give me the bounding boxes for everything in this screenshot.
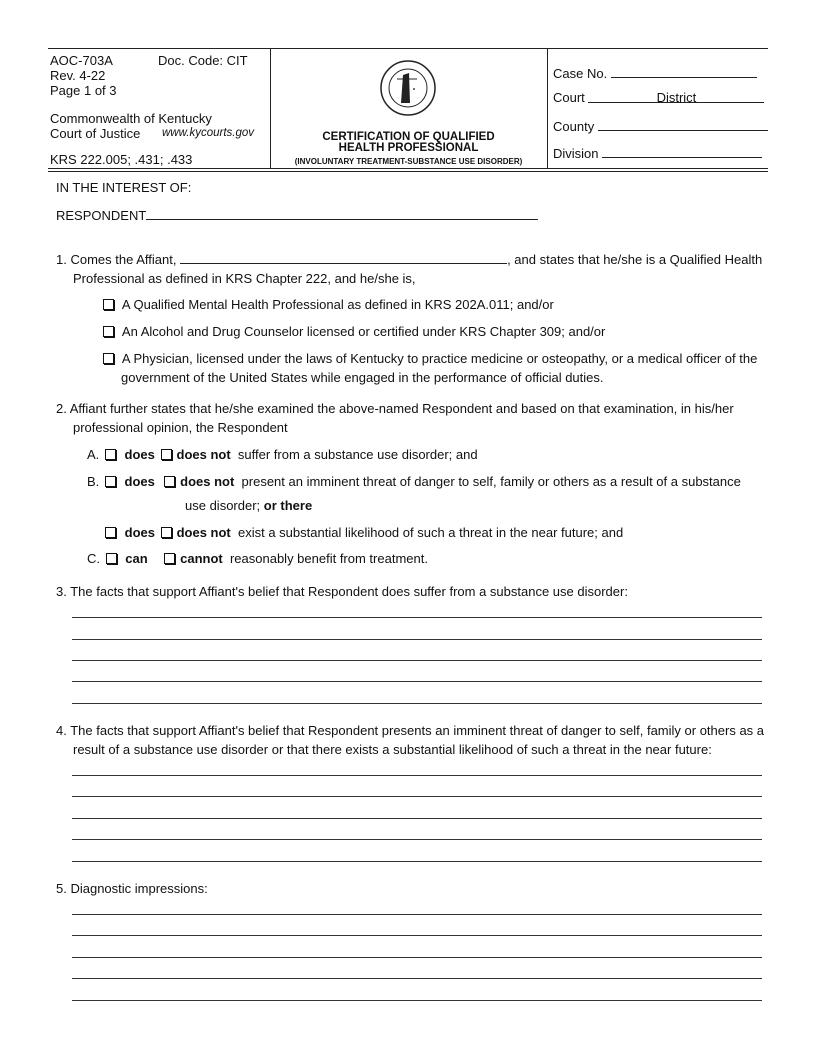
s4-line2: result of a substance use disorder or that there exists a substantial likelihood of such a threat in the near future:	[73, 742, 712, 757]
interest-of-label: IN THE INTEREST OF:	[56, 180, 192, 195]
s5-prompt: 5. Diagnostic impressions:	[56, 881, 208, 896]
checkbox[interactable]	[106, 553, 117, 564]
checkbox[interactable]	[164, 476, 175, 487]
item-b2	[103, 525, 623, 540]
label: does	[124, 447, 155, 462]
checkbox[interactable]	[105, 449, 116, 460]
label: can	[125, 551, 148, 566]
s1-continuation: Professional as defined in KRS Chapter 222, and he/she is,	[73, 271, 416, 286]
divider	[547, 48, 548, 168]
label: A.	[87, 447, 100, 462]
answer-line[interactable]	[72, 681, 762, 682]
case-no-field[interactable]	[553, 65, 757, 81]
label: reasonably benefit from treatment.	[229, 551, 428, 566]
county-label: County	[553, 119, 595, 134]
answer-line[interactable]	[72, 639, 762, 640]
answer-line[interactable]	[72, 617, 762, 618]
court-field[interactable]	[553, 90, 764, 105]
checkbox[interactable]	[105, 527, 116, 538]
page-number: Page 1 of 3	[50, 83, 117, 98]
division-label: Division	[553, 146, 599, 161]
answer-line[interactable]	[72, 978, 762, 979]
item-a	[87, 447, 478, 462]
doc-code: Doc. Code: CIT	[158, 53, 248, 68]
item-b	[87, 474, 741, 489]
option-label: A Physician, licensed under the laws of Kentucky to practice medicine or osteopathy, or a medical officer of the	[121, 351, 758, 366]
form-number: AOC-703A	[50, 53, 113, 68]
header-rule	[48, 171, 768, 172]
label: does not	[176, 447, 231, 462]
checkbox[interactable]	[164, 553, 175, 564]
label: cannot	[180, 551, 223, 566]
krs-reference: KRS 222.005; .431; .433	[50, 152, 193, 167]
checkbox[interactable]	[161, 449, 172, 460]
answer-line[interactable]	[72, 861, 762, 862]
label: or there	[263, 498, 313, 513]
label: B.	[87, 474, 100, 489]
label: present an imminent threat of danger to self, family or others as a result of a substance	[241, 474, 741, 489]
item-c	[87, 551, 428, 566]
top-rule	[48, 48, 768, 49]
option-label: A Qualified Mental Health Professional as defined in KRS 202A.011; and/or	[121, 297, 554, 312]
county-field[interactable]	[553, 118, 768, 134]
form-title-1: CERTIFICATION OF QUALIFIED	[322, 131, 495, 143]
affiant-line	[56, 251, 762, 267]
answer-line[interactable]	[72, 957, 762, 958]
answer-line[interactable]	[72, 660, 762, 661]
answer-line[interactable]	[72, 935, 762, 936]
s2-line1: 2. Affiant further states that he/she examined the above-named Respondent and based on that examination, in his/her	[56, 401, 734, 416]
checkbox[interactable]	[103, 326, 114, 337]
label: use disorder;	[185, 498, 261, 513]
label: does not	[176, 525, 231, 540]
affiant-name-field[interactable]	[180, 251, 507, 264]
option-physician-cont: government of the United States while engaged in the performance of official duties.	[121, 370, 604, 385]
answer-line[interactable]	[72, 703, 762, 704]
division-field[interactable]	[553, 145, 762, 161]
affiant-post: , and states that he/she is a Qualified Health	[507, 252, 763, 267]
s3-prompt: 3. The facts that support Affiant's belief that Respondent does suffer from a substance use disorder:	[56, 584, 628, 599]
commonwealth: Commonwealth of Kentucky	[50, 111, 212, 126]
label: does not	[180, 474, 235, 489]
answer-line[interactable]	[72, 1000, 762, 1001]
form-title-2: HEALTH PROFESSIONAL	[338, 142, 479, 154]
respondent-field[interactable]	[56, 207, 538, 223]
court-seal-icon	[379, 59, 437, 117]
answer-line[interactable]	[72, 914, 762, 915]
case-no-label: Case No.	[553, 66, 608, 81]
answer-line[interactable]	[72, 775, 762, 776]
label: does	[124, 525, 155, 540]
option-physician[interactable]	[101, 351, 757, 366]
s4-line1: 4. The facts that support Affiant's belief that Respondent presents an imminent threat of danger to self, family or others as a	[56, 723, 765, 738]
affiant-pre: 1. Comes the Affiant,	[56, 252, 177, 267]
s2-line2: professional opinion, the Respondent	[73, 420, 288, 435]
respondent-label: RESPONDENT	[56, 208, 147, 223]
header-rule	[48, 168, 768, 169]
court-value: District	[656, 90, 697, 105]
website: www.kycourts.gov	[162, 127, 255, 139]
option-label: An Alcohol and Drug Counselor licensed or certified under KRS Chapter 309; and/or	[121, 324, 606, 339]
item-b-cont	[185, 498, 312, 513]
label: does	[124, 474, 155, 489]
option-counselor[interactable]	[101, 324, 605, 339]
option-qmhp[interactable]	[101, 297, 554, 312]
checkbox[interactable]	[103, 299, 114, 310]
label: exist a substantial likelihood of such a threat in the near future; and	[238, 525, 624, 540]
court-label: Court	[553, 90, 585, 105]
revision: Rev. 4-22	[50, 68, 106, 83]
answer-line[interactable]	[72, 839, 762, 840]
answer-line[interactable]	[72, 796, 762, 797]
checkbox[interactable]	[161, 527, 172, 538]
checkbox[interactable]	[103, 353, 114, 364]
answer-line[interactable]	[72, 818, 762, 819]
label: suffer from a substance use disorder; and	[237, 447, 478, 462]
label: C.	[87, 551, 100, 566]
form-subtitle: (INVOLUNTARY TREATMENT-SUBSTANCE USE DISORDER)	[294, 157, 523, 166]
checkbox[interactable]	[105, 476, 116, 487]
court-of-justice: Court of Justice	[50, 126, 141, 141]
